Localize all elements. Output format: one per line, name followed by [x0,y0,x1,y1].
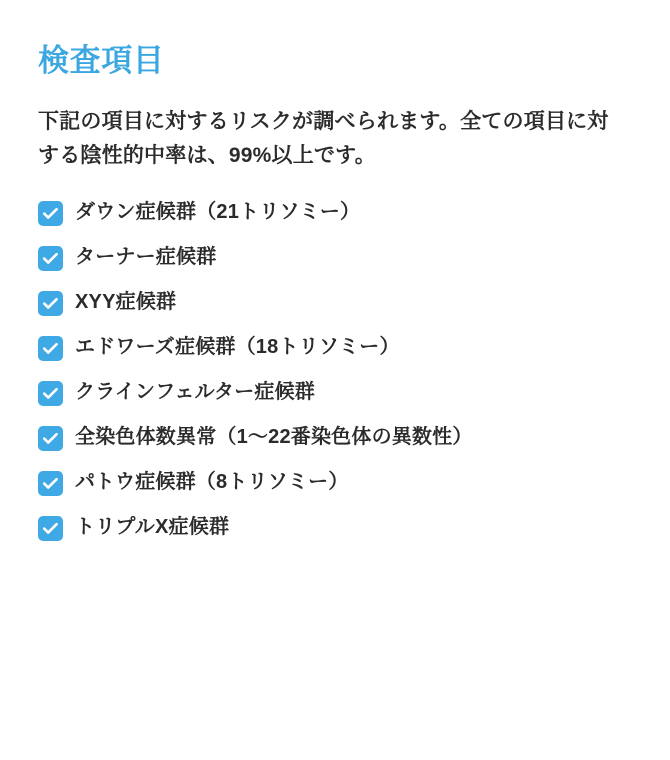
check-icon [38,336,63,361]
page-title: 検査項目 [38,43,165,78]
check-icon [38,381,63,406]
list-item [38,334,634,361]
check-icon [38,471,63,496]
list-item [38,289,634,316]
list-item [38,244,634,271]
list-item-label: トリプルX症候群 [75,516,230,539]
list-item-label: 全染色体数異常（1〜22番染色体の異数性） [75,426,473,449]
check-icon [38,291,63,316]
list-item [38,199,634,226]
list-item-label: クラインフェルター症候群 [75,381,315,404]
list-item [38,514,634,541]
list-item-label: ダウン症候群（21トリソミー） [75,201,361,224]
list-item [38,424,634,451]
check-icon [38,201,63,226]
check-icon [38,516,63,541]
lead-description: 下記の項目に対するリスクが調べられます。全ての項目に対する陰性的中率は、99%以上です。 [38,110,609,168]
list-item [38,379,634,406]
check-icon [38,426,63,451]
list-item-label: パトウ症候群（8トリソミー） [75,471,349,494]
list-item-label: XYY症候群 [75,291,177,314]
list-item-label: ターナー症候群 [75,246,217,269]
list-item-label: エドワーズ症候群（18トリソミー） [75,336,400,359]
list-item [38,469,634,496]
test-item-list [38,199,634,541]
check-icon [38,246,63,271]
